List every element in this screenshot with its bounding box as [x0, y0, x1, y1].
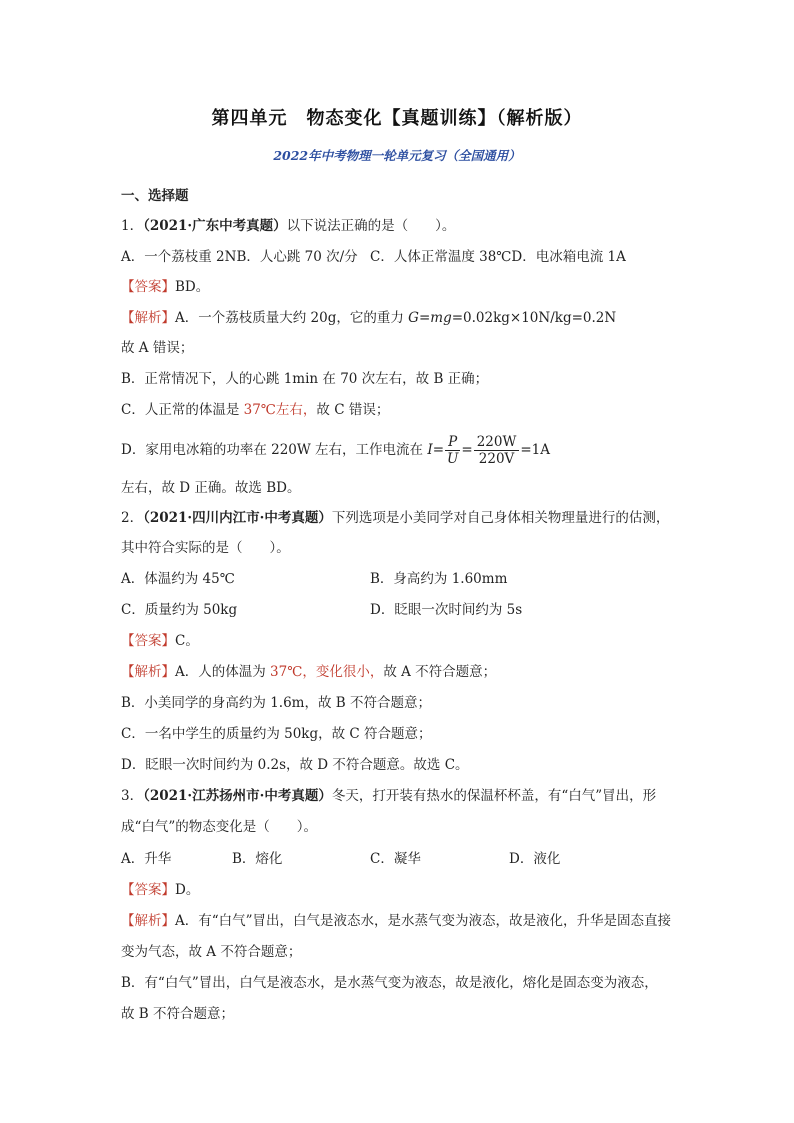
q2-analysis-a — [121, 662, 496, 682]
q2-stem-text: 下列选项是小美同学对自己身体相关物理量进行的估测， — [331, 510, 670, 526]
q3-option-a: A．升华 — [121, 851, 172, 867]
q1-analysis-c-highlight: 37℃左右， — [243, 402, 317, 418]
q3-analysis-tag: 【解析】 — [121, 913, 175, 929]
q1-option-a: A．一个荔枝重 2N — [121, 249, 237, 265]
q1-formula-g: G — [408, 310, 419, 326]
q2-analysis-d: D．眨眼一次时间约为 0.2s，故 D 不符合题意。故选 C。 — [121, 757, 469, 773]
q1-formula-i: I — [427, 442, 433, 458]
q1-analysis-c — [121, 400, 389, 420]
q1-analysis-a-text: A．一个荔枝质量大约 20g，它的重力 — [175, 310, 409, 326]
q1-analysis-c-end: 故 C 错误； — [316, 402, 390, 418]
q1-formula-eq2: = — [461, 442, 473, 458]
q1-formula-rest: =0.02kg×10N/kg=0.2N — [451, 310, 617, 326]
q1-formula-eq: = — [418, 310, 431, 326]
q3-analysis-a-text: A．有“白气”冒出，白气是液态水，是水蒸气变为液态，故是液化，升华是固态直接 — [175, 913, 672, 929]
q1-analysis-d2: 左右，故 D 正确。故选 BD。 — [121, 480, 301, 496]
q1-fraction-220v: 220V — [478, 451, 515, 467]
q1-answer-tag: 【答案】 — [121, 279, 175, 295]
q1-fraction-p: P — [445, 434, 460, 451]
q2-stem-line2: 其中符合实际的是（ ）。 — [121, 540, 290, 556]
q2-analysis-a-text: A．人的体温为 — [175, 664, 271, 680]
q2-number: 2． — [121, 510, 144, 526]
q2-answer-tag: 【答案】 — [121, 633, 175, 649]
q1-number: 1． — [121, 218, 144, 234]
q3-analysis-b2: 故 B 不符合题意； — [121, 1006, 235, 1022]
q2-analysis-a-highlight: 37℃，变化很小， — [270, 664, 384, 680]
q3-answer-value: D。 — [175, 882, 200, 898]
section-heading: 一、选择题 — [121, 188, 189, 204]
q1-analysis-a — [121, 308, 616, 328]
q3-analysis-b: B．有“白气”冒出，白气是液态水，是水蒸气变为液态，故是液化，熔化是固态变为液态， — [121, 975, 658, 991]
q2-answer-value: C。 — [175, 633, 199, 649]
q3-analysis-a — [121, 911, 671, 931]
q2-analysis-b: B．小美同学的身高约为 1.6m，故 B 不符合题意； — [121, 695, 431, 711]
q2-analysis-c: C．一名中学生的质量约为 50kg，故 C 符合题意； — [121, 726, 432, 742]
q1-option-c: C．人体正常温度 38℃ — [369, 249, 512, 265]
q1-analysis-d-text: D．家用电冰箱的功率在 220W 左右，工作电流在 — [121, 442, 428, 458]
q1-answer — [121, 277, 209, 297]
q3-analysis-a2: 变为气态，故 A 不符合题意； — [121, 944, 302, 960]
q1-option-d: D．电冰箱电流 1A — [511, 249, 626, 265]
q1-fraction-220w: 220W — [474, 434, 520, 451]
q2-option-c: C．质量约为 50kg — [121, 602, 238, 618]
q1-analysis-c-text: C．人正常的体温是 — [121, 402, 244, 418]
q1-fraction-pu — [445, 434, 460, 467]
q3-answer — [121, 880, 199, 900]
q2-option-b: B．身高约为 1.60mm — [370, 571, 508, 587]
q1-formula-result: =1A — [520, 442, 551, 458]
q1-source: （2021·广东中考真题） — [143, 218, 287, 234]
q1-formula-eq1: = — [432, 442, 444, 458]
q1-fraction-u: U — [447, 451, 459, 467]
q1-options — [121, 247, 626, 267]
q1-analysis-tag: 【解析】 — [121, 310, 175, 326]
page-subtitle: 2022年中考物理一轮单元复习（全国通用） — [273, 148, 521, 163]
q1-stem-text: 以下说法正确的是（ ）。 — [286, 218, 456, 234]
q1-answer-value: BD。 — [175, 279, 210, 295]
q3-stem-text: 冬天，打开装有热水的保温杯杯盖，有“白气”冒出，形 — [331, 788, 657, 804]
q2-option-a: A．体温约为 45℃ — [121, 571, 235, 587]
q2-source: （2021·四川内江市·中考真题） — [143, 510, 332, 526]
q1-analysis-a2: 故 A 错误； — [121, 340, 194, 356]
q1-option-b: B．人心跳 70 次/分 — [236, 249, 358, 265]
q2-analysis-tag: 【解析】 — [121, 664, 175, 680]
q3-option-b: B．熔化 — [232, 851, 283, 867]
q1-analysis-d — [121, 432, 550, 468]
q3-source: （2021·江苏扬州市·中考真题） — [143, 788, 332, 804]
q1-stem — [121, 216, 455, 236]
q2-option-d: D．眨眼一次时间约为 5s — [370, 602, 523, 618]
q3-stem — [121, 786, 656, 806]
q3-stem-line2: 成“白气”的物态变化是（ ）。 — [121, 819, 318, 835]
q1-analysis-b: B．正常情况下，人的心跳 1min 在 70 次左右，故 B 正确； — [121, 371, 489, 387]
page-title: 第四单元 物态变化【真题训练】（解析版） — [211, 108, 583, 129]
q3-option-c: C．凝华 — [370, 851, 421, 867]
q3-option-d: D．液化 — [509, 851, 561, 867]
q2-stem — [121, 508, 669, 528]
q2-analysis-a-end: 故 A 不符合题意； — [383, 664, 497, 680]
q3-number: 3． — [121, 788, 144, 804]
q2-answer — [121, 631, 199, 651]
q3-answer-tag: 【答案】 — [121, 882, 175, 898]
q1-fraction-values — [474, 434, 520, 467]
q1-formula-mg: mg — [430, 310, 452, 326]
